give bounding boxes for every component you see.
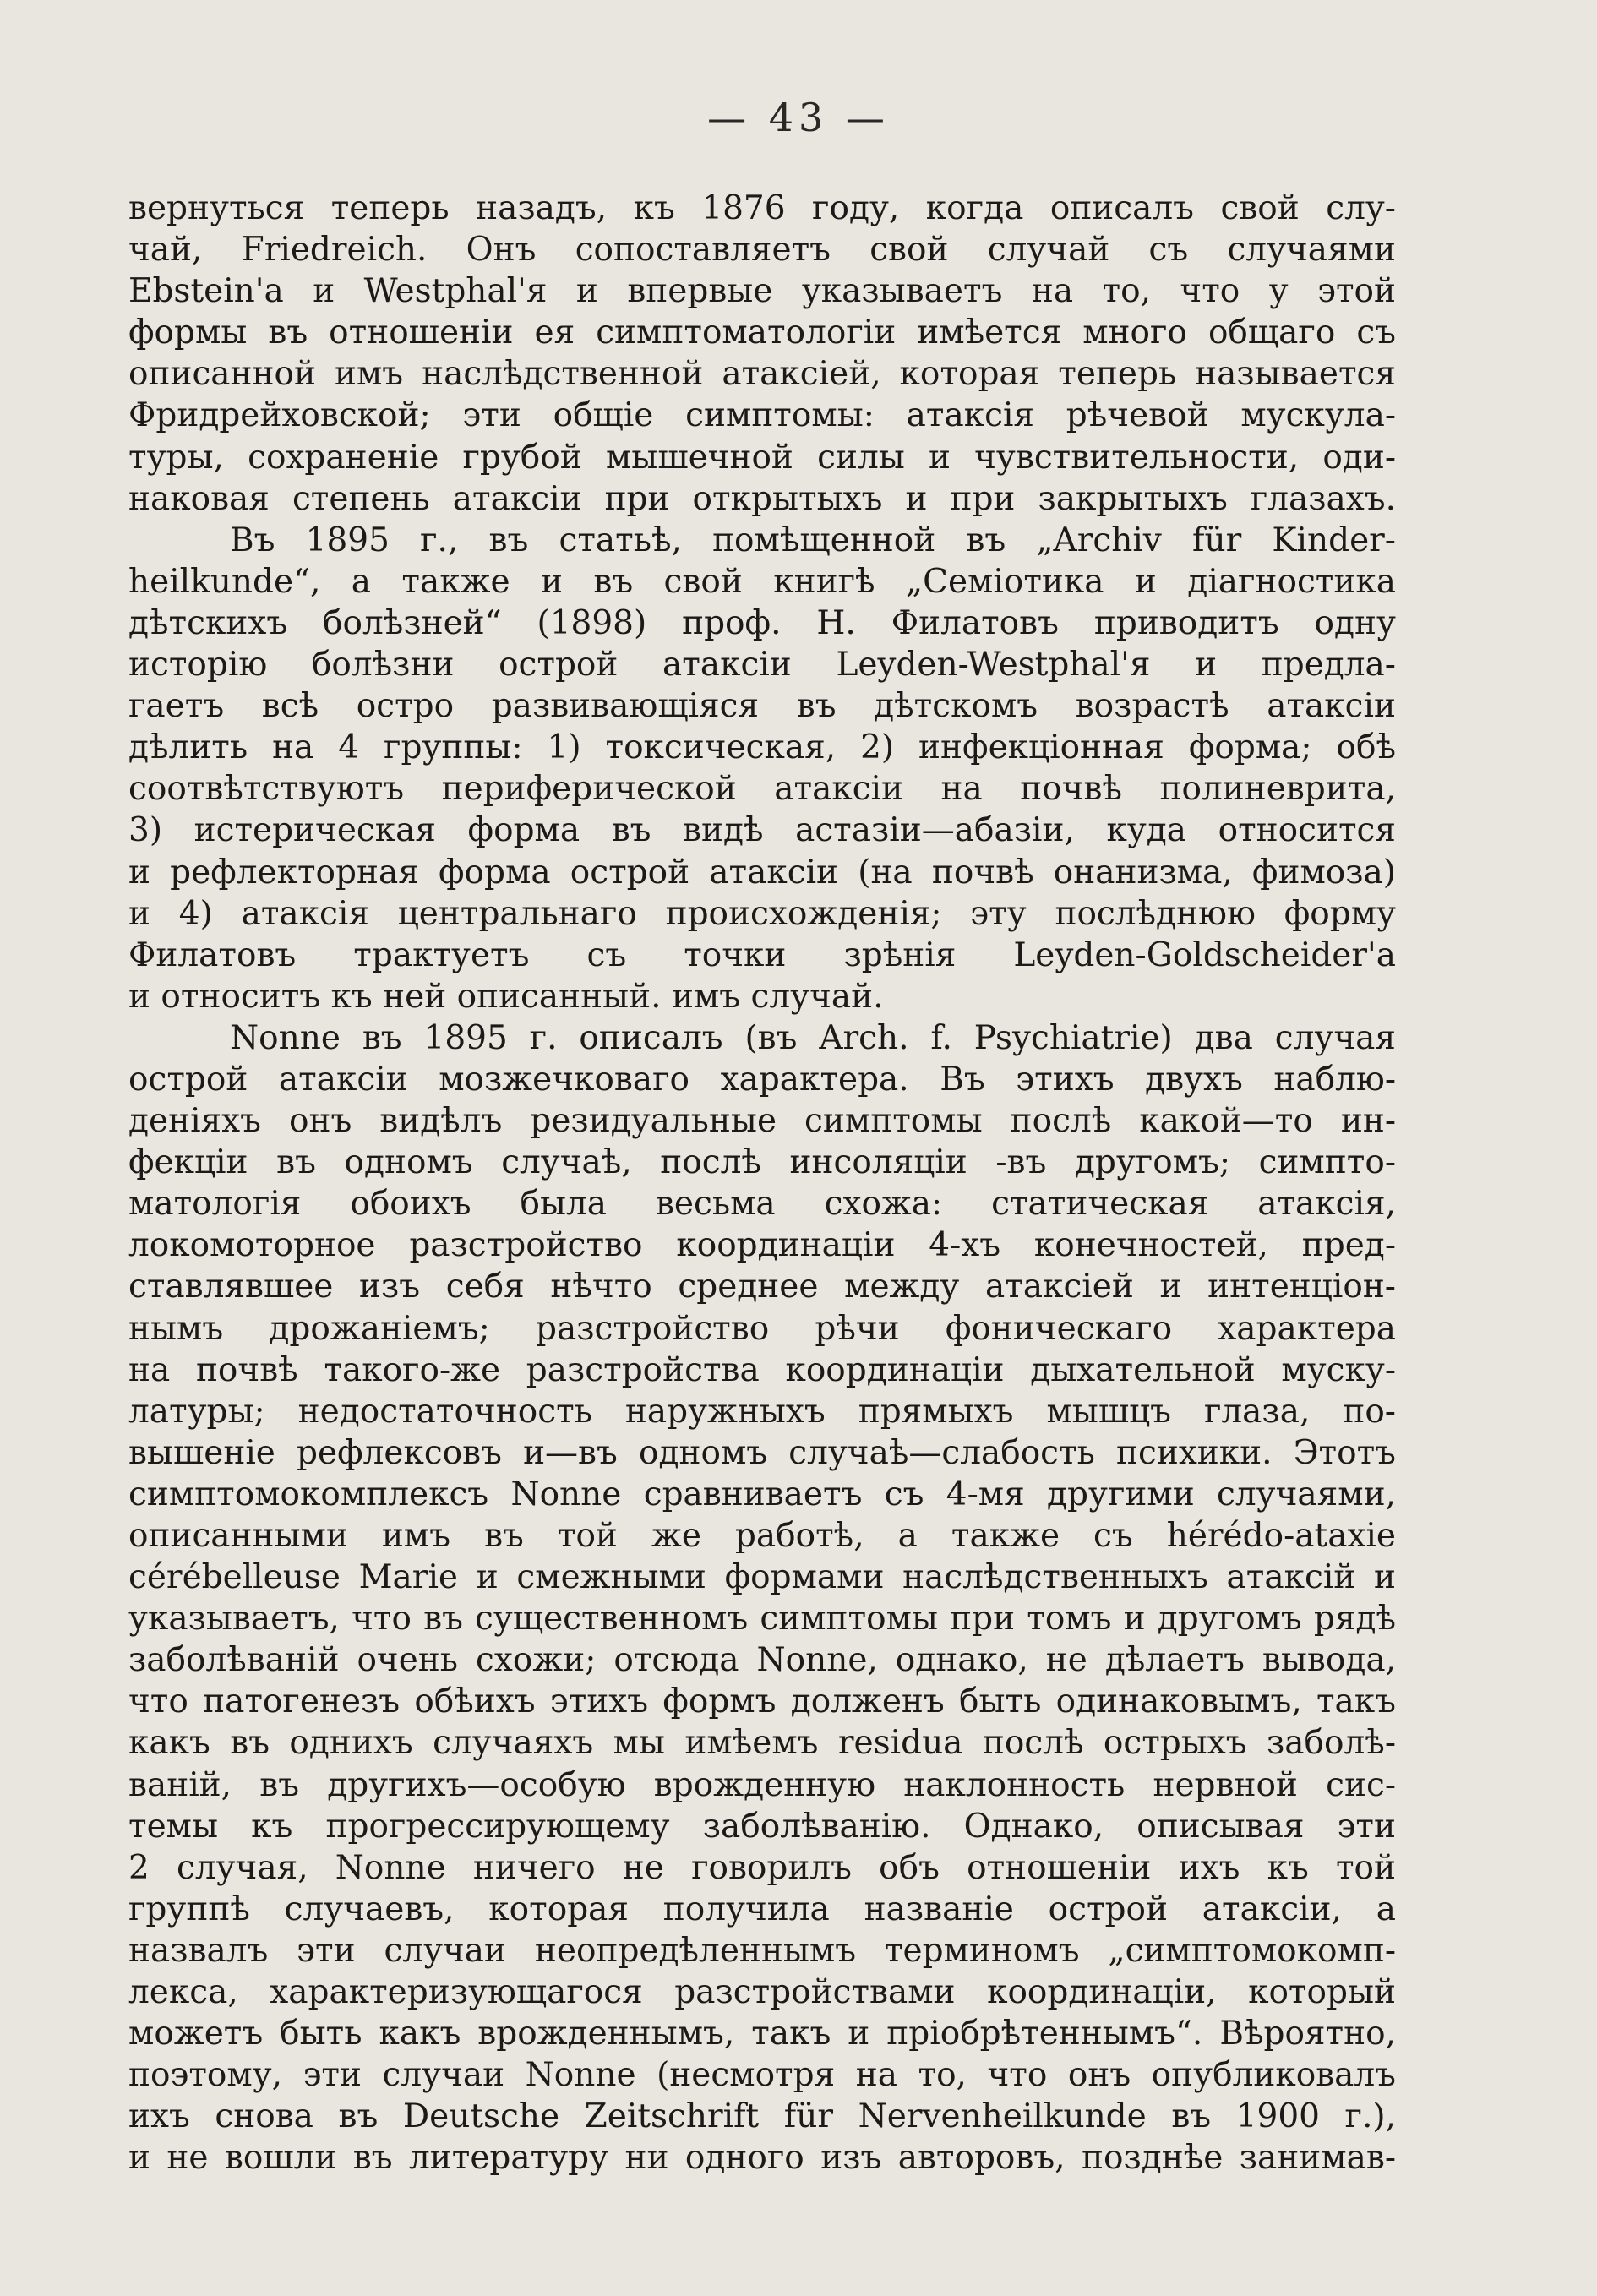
text-line: 3) истерическая форма въ видѣ астазіи—абазіи, куда относится [128, 811, 1396, 850]
body-text [128, 188, 1396, 2179]
text-line: соотвѣтствуютъ периферической атаксіи на почвѣ полиневрита, [128, 770, 1396, 809]
text-line: вышеніе рефлексовъ и—въ одномъ случаѣ—слабость психики. Этотъ [128, 1433, 1396, 1472]
text-line: на почвѣ такого-же разстройства координаціи дыхательной муску- [128, 1350, 1396, 1389]
text-line: указываетъ, что въ существенномъ симптомы при томъ и другомъ рядѣ [128, 1600, 1396, 1639]
text-line: лекса, характеризующагося разстройствами координаціи, который [128, 1973, 1396, 2012]
text-line: чай, Friedreich. Онъ сопоставляетъ свой случай съ случаями [128, 231, 1396, 270]
text-line: ваній, въ другихъ—особую врожденную наклонность нервной сис- [128, 1765, 1396, 1804]
text-line: исторію болѣзни острой атаксіи Leyden-Westphal'я и предла- [128, 646, 1396, 684]
text-line: Филатовъ трактуетъ съ точки зрѣнія Leyden-Goldscheider'а [128, 935, 1396, 974]
text-line: и 4) атаксія центральнаго происхожденія; эту послѣднюю форму [128, 894, 1396, 933]
text-line: Nonne въ 1895 г. описалъ (въ Arch. f. Psychiatrie) два случая [230, 1018, 1396, 1057]
text-line: туры, сохраненіе грубой мышечной силы и чувствительности, оди- [128, 438, 1396, 477]
text-line: cérébelleuse Marie и смежными формами наслѣдственныхъ атаксій и [128, 1558, 1396, 1597]
text-line: ставлявшее изъ себя нѣчто среднее между атаксіей и интенціон- [128, 1268, 1396, 1306]
text-line: Въ 1895 г., въ статьѣ, помѣщенной въ „Archiv für Kinder- [230, 521, 1396, 559]
paragraph-1 [128, 188, 1396, 520]
text-line: гаетъ всѣ остро развивающіяся въ дѣтскомъ возрастѣ атаксіи [128, 687, 1396, 726]
text-line: деніяхъ онъ видѣлъ резидуальные симптомы послѣ какой—то ин- [128, 1102, 1396, 1141]
text-line: наковая степень атаксіи при открытыхъ и при закрытыхъ глазахъ. [128, 479, 1396, 518]
text-line: вернуться теперь назадъ, къ 1876 году, когда описалъ свой слу- [128, 189, 1396, 227]
text-line: фекціи въ одномъ случаѣ, послѣ инсоляціи -въ другомъ; симпто- [128, 1143, 1396, 1182]
text-line: что патогенезъ обѣихъ этихъ формъ долженъ быть одинаковымъ, такъ [128, 1682, 1396, 1721]
text-line: можетъ быть какъ врожденнымъ, такъ и пріобрѣтеннымъ“. Вѣроятно, [128, 2015, 1396, 2053]
text-line: heilkunde“, а также и въ свой книгѣ „Семіотика и діагностика [128, 562, 1396, 601]
text-line: острой атаксіи мозжечковаго характера. Въ этихъ двухъ наблю- [128, 1060, 1396, 1099]
paragraph-3 [128, 1017, 1396, 2179]
text-line: ихъ снова въ Deutsche Zeitschrift für Nervenheilkunde въ 1900 г.), [128, 2097, 1396, 2136]
text-line: назвалъ эти случаи неопредѣленнымъ терминомъ „симптомокомп- [128, 1931, 1396, 1970]
text-line: описанными имъ въ той же работѣ, а также съ hérédo-ataxie [128, 1517, 1396, 1555]
text-line: заболѣваній очень схожи; отсюда Nonne, однако, не дѣлаетъ вывода, [128, 1641, 1396, 1680]
text-line: нымъ дрожаніемъ; разстройство рѣчи фоническаго характера [128, 1309, 1396, 1348]
text-line: латуры; недостаточность наружныхъ прямыхъ мышцъ глаза, по- [128, 1392, 1396, 1431]
text-line: и рефлекторная форма острой атаксіи (на почвѣ онанизма, фимоза) [128, 853, 1396, 892]
text-line: Ebstein'a и Westphal'я и впервые указываетъ на то, что у этой [128, 272, 1396, 311]
text-line: 2 случая, Nonne ничего не говорилъ объ отношеніи ихъ къ той [128, 1848, 1396, 1887]
text-line: локомоторное разстройство координаціи 4-хъ конечностей, пред- [128, 1226, 1396, 1265]
text-line: Фридрейховской; эти общіе симптомы: атаксія рѣчевой мускула- [128, 396, 1396, 435]
text-line: поэтому, эти случаи Nonne (несмотря на то, что онъ опубликовалъ [128, 2056, 1396, 2095]
text-line: дѣлить на 4 группы: 1) токсическая, 2) инфекціонная форма; обѣ [128, 728, 1396, 767]
text-line: какъ въ однихъ случаяхъ мы имѣемъ residua послѣ острыхъ заболѣ- [128, 1724, 1396, 1763]
text-line: симптомокомплексъ Nonne сравниваетъ съ 4-мя другими случаями, [128, 1475, 1396, 1513]
text-line: описанной имъ наслѣдственной атаксіей, которая теперь называется [128, 355, 1396, 394]
text-line: формы въ отношеніи ея симптоматологіи имѣется много общаго съ [128, 314, 1396, 352]
text-line: группѣ случаевъ, которая получила названіе острой атаксіи, а [128, 1890, 1396, 1928]
page-number: — 43 — [707, 95, 890, 140]
paragraph-2 [128, 520, 1396, 1017]
text-line: и относитъ къ ней описанный. имъ случай. [128, 977, 884, 1016]
text-line: темы къ прогрессирующему заболѣванію. Однако, описывая эти [128, 1807, 1396, 1846]
text-line: матологія обоихъ была весьма схожа: статическая атаксія, [128, 1185, 1396, 1224]
text-line: и не вошли въ литературу ни одного изъ авторовъ, позднѣе занимав- [128, 2139, 1396, 2178]
text-line: дѣтскихъ болѣзней“ (1898) проф. Н. Филатовъ приводитъ одну [128, 603, 1396, 642]
